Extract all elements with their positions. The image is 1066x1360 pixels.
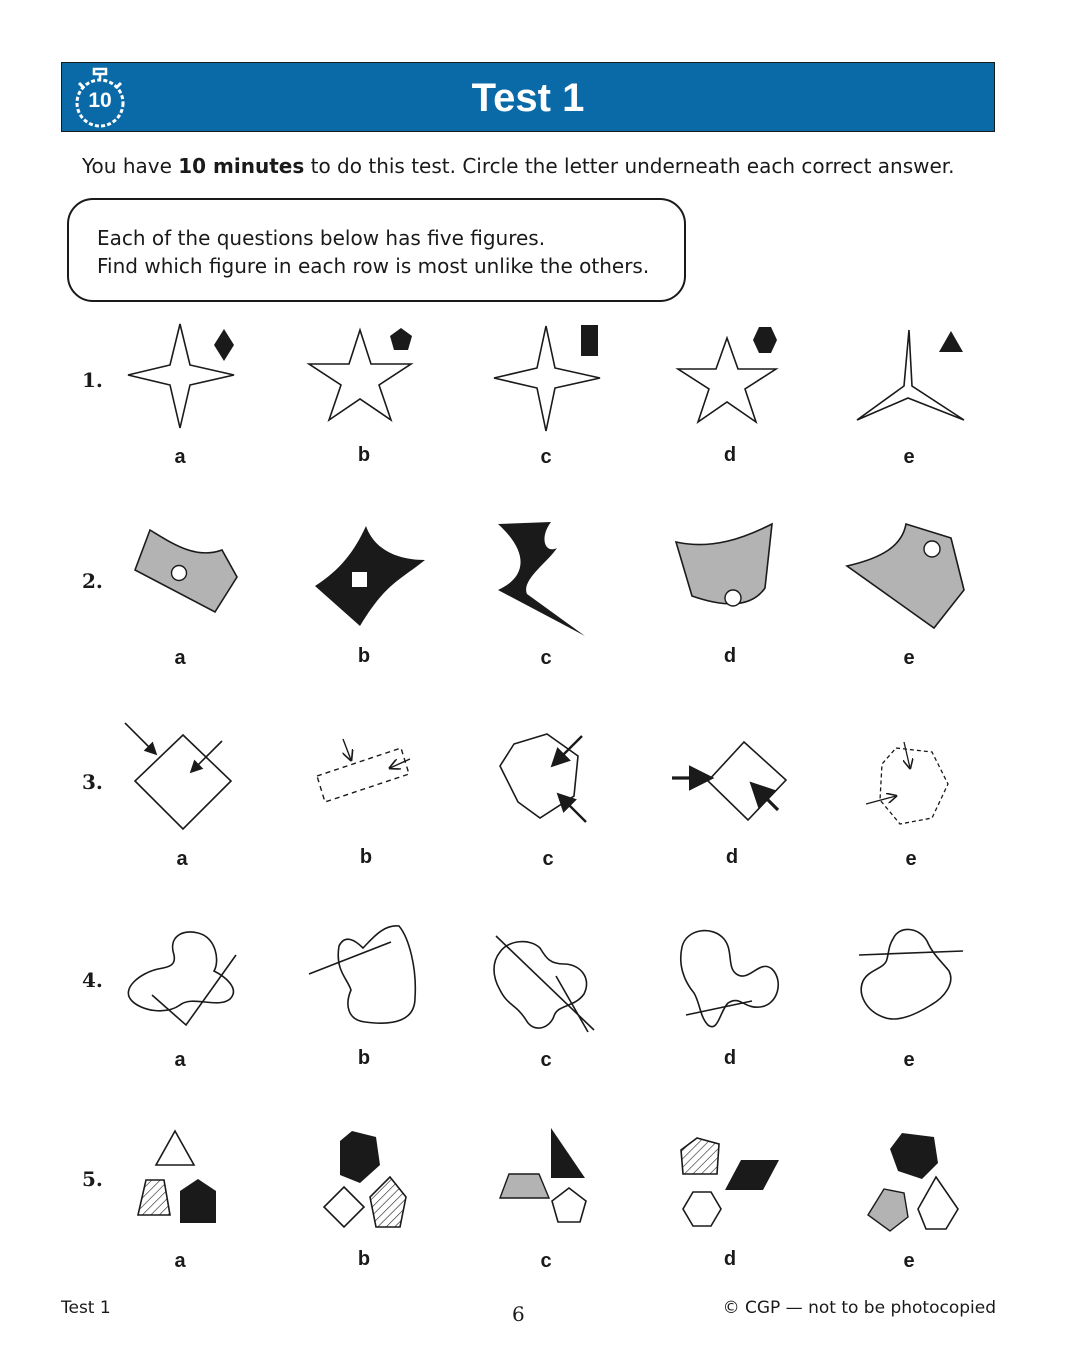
instructions-prefix: You have: [82, 154, 179, 178]
q1-figure-b[interactable]: [305, 318, 430, 433]
time-limit: 10 minutes: [178, 154, 305, 178]
q5-figure-e[interactable]: [860, 1125, 970, 1235]
q5-option-b[interactable]: b: [357, 1248, 371, 1270]
page-title: Test 1: [471, 76, 585, 120]
q5-figure-d[interactable]: [675, 1132, 785, 1232]
q2-figure-b[interactable]: [310, 522, 430, 632]
question-2-number: 2.: [82, 569, 103, 593]
q2-option-b[interactable]: b: [357, 645, 371, 667]
question-3-number: 3.: [82, 770, 103, 794]
question-5-number: 5.: [82, 1167, 103, 1191]
question-4-number: 4.: [82, 968, 103, 992]
q1-figure-e[interactable]: [848, 318, 973, 433]
q5-figure-c[interactable]: [495, 1122, 595, 1232]
q2-figure-a[interactable]: [130, 522, 245, 622]
q4-figure-e[interactable]: [855, 925, 965, 1030]
question-description-box: [67, 198, 686, 302]
q3-figure-b[interactable]: [305, 728, 420, 828]
q3-figure-c[interactable]: [492, 728, 602, 828]
page-number: 6: [512, 1302, 525, 1326]
q3-option-a[interactable]: a: [176, 848, 188, 870]
q3-figure-d[interactable]: [668, 728, 793, 838]
q4-figure-a[interactable]: [122, 925, 247, 1030]
question-1-number: 1.: [82, 368, 103, 392]
q3-option-e[interactable]: e: [905, 848, 917, 870]
q4-option-a[interactable]: a: [174, 1049, 186, 1071]
q4-option-d[interactable]: d: [723, 1047, 737, 1069]
description-line-1: Each of the questions below has five figures.: [97, 226, 546, 250]
q2-figure-e[interactable]: [842, 518, 970, 633]
instructions-suffix: to do this test. Circle the letter underneath each correct answer.: [304, 154, 955, 178]
test-instructions: [82, 154, 955, 178]
q4-figure-d[interactable]: [672, 925, 787, 1035]
q3-option-d[interactable]: d: [725, 846, 739, 868]
q2-option-c[interactable]: c: [540, 647, 552, 669]
footer-copyright: © CGP — not to be photocopied: [722, 1298, 996, 1318]
q4-figure-b[interactable]: [305, 918, 420, 1033]
q1-option-a[interactable]: a: [174, 446, 186, 468]
q5-figure-b[interactable]: [318, 1125, 413, 1233]
q4-option-b[interactable]: b: [357, 1047, 371, 1069]
q5-option-a[interactable]: a: [174, 1250, 186, 1272]
q1-option-c[interactable]: c: [540, 446, 552, 468]
q5-option-d[interactable]: d: [723, 1248, 737, 1270]
test-header-banner: [61, 62, 995, 132]
description-line-2: Find which figure in each row is most unlike the others.: [97, 254, 650, 278]
q1-figure-d[interactable]: [668, 318, 793, 433]
q2-option-e[interactable]: e: [903, 647, 915, 669]
q1-option-e[interactable]: e: [903, 446, 915, 468]
q3-option-c[interactable]: c: [542, 848, 554, 870]
q5-figure-a[interactable]: [130, 1125, 225, 1230]
q2-figure-c[interactable]: [495, 518, 595, 643]
q4-figure-c[interactable]: [488, 930, 608, 1035]
q2-figure-d[interactable]: [672, 518, 782, 618]
q3-figure-a[interactable]: [115, 715, 240, 835]
footer-test-label: Test 1: [61, 1298, 111, 1318]
q4-option-c[interactable]: c: [540, 1049, 552, 1071]
q1-figure-c[interactable]: [488, 318, 613, 433]
q5-option-c[interactable]: c: [540, 1250, 552, 1272]
q1-option-b[interactable]: b: [357, 444, 371, 466]
q3-option-b[interactable]: b: [359, 846, 373, 868]
q4-option-e[interactable]: e: [903, 1049, 915, 1071]
q2-option-d[interactable]: d: [723, 645, 737, 667]
q1-figure-a[interactable]: [120, 318, 250, 433]
q2-option-a[interactable]: a: [174, 647, 186, 669]
q1-option-d[interactable]: d: [723, 444, 737, 466]
q3-figure-e[interactable]: [858, 738, 958, 833]
q5-option-e[interactable]: e: [903, 1250, 915, 1272]
timer-minutes: 10: [88, 89, 112, 112]
